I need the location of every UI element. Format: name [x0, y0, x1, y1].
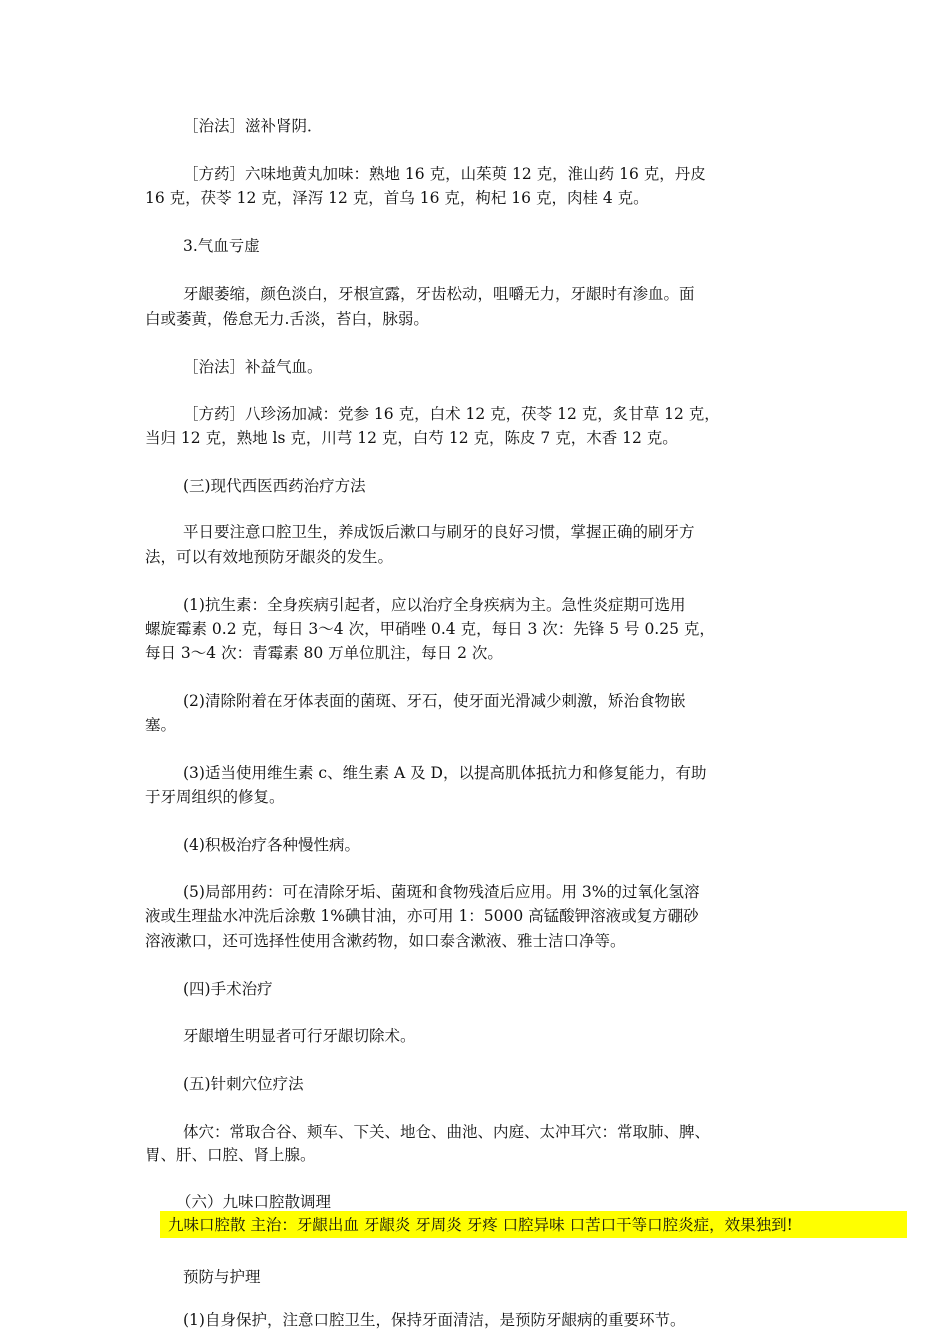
text-line: 塞。 — [145, 716, 177, 734]
text-line: 体穴：常取合谷、颊车、下关、地仓、曲池、内庭、太冲耳穴：常取肺、脾、 — [183, 1123, 711, 1141]
section-heading: 预防与护理 — [183, 1268, 261, 1286]
section-heading: (四)手术治疗 — [183, 980, 273, 998]
section-heading: (五)针刺穴位疗法 — [183, 1075, 304, 1093]
text-line: (4)积极治疗各种慢性病。 — [183, 836, 360, 854]
text-line: 溶液漱口，还可选择性使用含漱药物，如口泰含漱液、雅士洁口净等。 — [145, 932, 626, 950]
text-line: 螺旋霉素 0.2 克，每日 3～4 次，甲硝唑 0.4 克，每日 3 次：先锋 5 号 0.25 克， — [145, 620, 715, 638]
text-line: 每日 3～4 次：青霉素 80 万单位肌注，每日 2 次。 — [145, 644, 503, 662]
text-line: 液或生理盐水冲洗后涂敷 1%碘甘油，亦可用 1：5000 高锰酸钾溶液或复方硼砂 — [145, 907, 699, 925]
section-heading: 3.气血亏虚 — [183, 237, 260, 255]
text-line: 胃、肝、口腔、肾上腺。 — [145, 1146, 316, 1164]
text-line: (1)自身保护，注意口腔卫生，保持牙面清洁，是预防牙龈病的重要环节。 — [183, 1311, 686, 1329]
text-line: (2)清除附着在牙体表面的菌斑、牙石，使牙面光滑减少刺激，矫治食物嵌 — [183, 692, 686, 710]
text-line: (3)适当使用维生素 c、维生素 A 及 D，以提高肌体抵抗力和修复能力，有助 — [183, 764, 707, 782]
section-heading: （六）九味口腔散调理 — [176, 1193, 332, 1211]
text-line: ［治法］补益气血。 — [183, 358, 323, 376]
text-line: 牙龈萎缩，颜色淡白，牙根宣露，牙齿松动，咀嚼无力，牙龈时有渗血。面 — [183, 285, 695, 303]
text-line: 白或萎黄，倦怠无力.舌淡，苔白，脉弱。 — [145, 310, 429, 328]
text-line: (5)局部用药：可在清除牙垢、菌斑和食物残渣后应用。用 3%的过氧化氢溶 — [183, 883, 700, 901]
text-line: ［治法］滋补肾阴． — [183, 117, 323, 135]
text-line: 16 克，茯苓 12 克，泽泻 12 克，首乌 16 克，枸杞 16 克，肉桂 4 克。 — [145, 189, 649, 207]
text-line: (1)抗生素：全身疾病引起者，应以治疗全身疾病为主。急性炎症期可选用 — [183, 596, 686, 614]
text-line: 于牙周组织的修复。 — [145, 788, 285, 806]
text-line: 当归 12 克，熟地 ls 克，川芎 12 克，白芍 12 克，陈皮 7 克，木香 12 克。 — [145, 429, 678, 447]
text-line: ［方药］六味地黄丸加味：熟地 16 克，山茱萸 12 克，淮山药 16 克，丹皮 — [183, 165, 706, 183]
text-line: ［方药］八珍汤加减：党参 16 克，白术 12 克，茯苓 12 克，炙甘草 12 克， — [183, 405, 720, 423]
text-line: 法，可以有效地预防牙龈炎的发生。 — [145, 548, 394, 566]
text-line: 平日要注意口腔卫生，养成饭后漱口与刷牙的良好习惯，掌握正确的刷牙方 — [183, 523, 695, 541]
section-heading: (三)现代西医西药治疗方法 — [183, 477, 366, 495]
highlighted-promo-text: 九味口腔散 主治：牙龈出血 牙龈炎 牙周炎 牙疼 口腔异味 口苦口干等口腔炎症，效果独到! — [168, 1216, 793, 1234]
text-line: 牙龈增生明显者可行牙龈切除术。 — [183, 1027, 416, 1045]
